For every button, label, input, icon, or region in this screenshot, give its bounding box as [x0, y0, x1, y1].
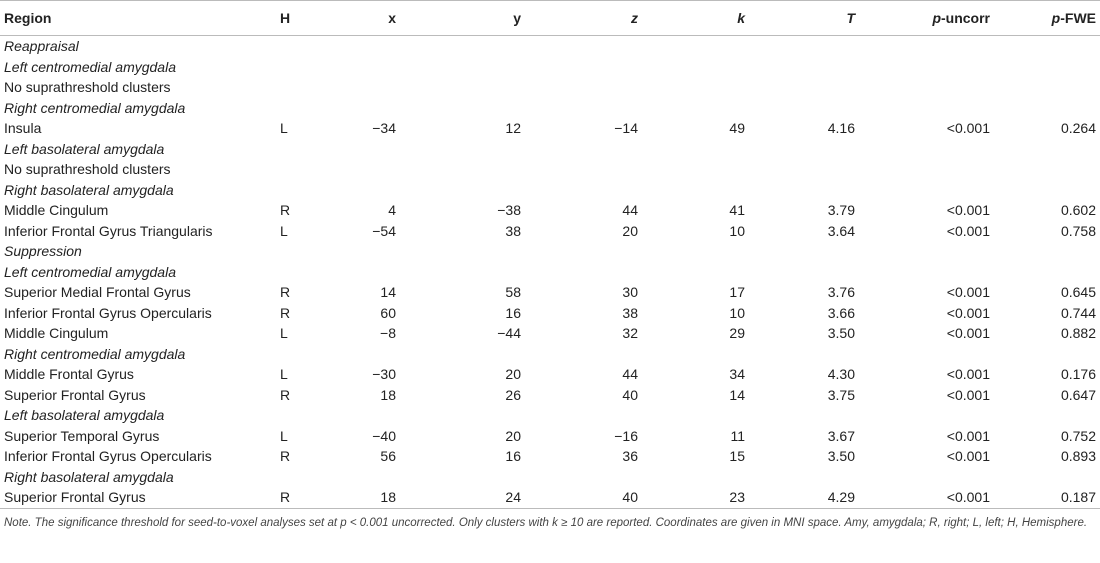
cell-p-uncorr: <0.001 [946, 427, 990, 444]
table-row [0, 200, 1100, 221]
header-k: k [642, 1, 749, 36]
section-row [0, 57, 1100, 78]
cell-t: 3.67 [827, 427, 855, 444]
cell-z: 36 [622, 448, 638, 465]
cell-region: Superior Temporal Gyrus [4, 427, 160, 444]
cell-k: 15 [729, 448, 745, 465]
cell-y: 12 [505, 120, 521, 137]
section-label: Right basolateral amygdala [4, 468, 174, 485]
cell-x: −8 [380, 325, 396, 342]
cell-k: 10 [729, 304, 745, 321]
table-body [0, 36, 1100, 509]
cell-k: 17 [729, 284, 745, 301]
cell-hemisphere: L [280, 222, 288, 239]
cell-hemisphere: R [270, 487, 320, 508]
table-row [0, 323, 1100, 344]
no-cluster-note: No suprathreshold clusters [4, 79, 171, 96]
cell-z: 40 [525, 487, 642, 508]
cell-p-fwe: 0.645 [1060, 284, 1096, 301]
header-p-fwe-symbol: p [1051, 10, 1061, 26]
header-p-uncorr-suffix: -uncorr [941, 10, 990, 26]
section-row [0, 262, 1100, 283]
header-p-fwe [994, 1, 1100, 36]
cell-k: 14 [729, 386, 745, 403]
header-p-uncorr-symbol: p [932, 10, 941, 26]
cell-p-uncorr: <0.001 [946, 202, 990, 219]
cell-hemisphere: L [280, 120, 288, 137]
cell-k: 29 [729, 325, 745, 342]
cell-z: 40 [622, 386, 638, 403]
cell-z: 44 [622, 366, 638, 383]
section-label: Right centromedial amygdala [4, 99, 186, 116]
cell-hemisphere: R [280, 448, 291, 465]
cell-hemisphere: L [280, 427, 288, 444]
cell-x: −54 [372, 222, 396, 239]
cell-hemisphere: R [280, 386, 291, 403]
cell-y: 24 [400, 487, 525, 508]
cell-p-uncorr: <0.001 [946, 222, 990, 239]
cell-t: 3.64 [827, 222, 855, 239]
header-hemisphere: H [270, 1, 320, 36]
cell-y: −44 [497, 325, 521, 342]
section-row [0, 344, 1100, 365]
cell-z: 38 [622, 304, 638, 321]
cell-x: 18 [380, 386, 396, 403]
cell-p-fwe: 0.882 [1060, 325, 1096, 342]
cell-y: 26 [505, 386, 521, 403]
cell-region: Middle Frontal Gyrus [4, 366, 134, 383]
cell-t: 4.30 [827, 366, 855, 383]
cell-p-fwe: 0.893 [1060, 448, 1096, 465]
cell-p-uncorr: <0.001 [946, 366, 990, 383]
cell-p-fwe: 0.744 [1060, 304, 1096, 321]
header-t: T [749, 1, 859, 36]
cell-x: 4 [388, 202, 396, 219]
cell-x: 18 [320, 487, 400, 508]
cell-x: −40 [372, 427, 396, 444]
section-row [0, 180, 1100, 201]
section-row [0, 467, 1100, 488]
cell-k: 49 [729, 120, 745, 137]
cell-p-fwe: 0.758 [1060, 222, 1096, 239]
cell-z: 20 [622, 222, 638, 239]
header-p-fwe-suffix: -FWE [1060, 10, 1096, 26]
header-y: y [400, 1, 525, 36]
section-row [0, 139, 1100, 160]
cell-p-fwe: 0.187 [994, 487, 1100, 508]
cell-k: 23 [642, 487, 749, 508]
cell-x: 60 [380, 304, 396, 321]
table-row [0, 426, 1100, 447]
table-row [0, 118, 1100, 139]
cell-hemisphere: R [280, 284, 291, 301]
table-footnote: Note. The significance threshold for seed-to-voxel analyses set at p < 0.001 uncorrected. Only clusters with k ≥ 10 are reported. Coordinates are given in MNI space. Amy, amygdala; R, right; L, left; H, Hemisphere. [4, 516, 1088, 529]
cell-y: 16 [505, 448, 521, 465]
cell-z: 30 [622, 284, 638, 301]
cell-x: −34 [372, 120, 396, 137]
section-label: Left basolateral amygdala [4, 407, 165, 424]
section-label: Left centromedial amygdala [4, 263, 176, 280]
cell-region: Superior Medial Frontal Gyrus [4, 284, 191, 301]
cell-hemisphere: L [280, 325, 288, 342]
note-row [0, 159, 1100, 180]
no-cluster-note: No suprathreshold clusters [4, 161, 171, 178]
cell-p-fwe: 0.602 [1060, 202, 1096, 219]
cell-x: 14 [380, 284, 396, 301]
cell-hemisphere: R [280, 304, 291, 321]
cell-region: Superior Frontal Gyrus [4, 386, 146, 403]
cell-p-uncorr: <0.001 [946, 304, 990, 321]
cell-t: 4.16 [827, 120, 855, 137]
cell-p-uncorr: <0.001 [946, 448, 990, 465]
section-label: Left centromedial amygdala [4, 58, 176, 75]
table-row [0, 303, 1100, 324]
cell-y: 20 [505, 366, 521, 383]
cell-t: 3.50 [827, 448, 855, 465]
section-label: Left basolateral amygdala [4, 140, 165, 157]
cell-y: 38 [505, 222, 521, 239]
cell-x: −30 [372, 366, 396, 383]
cell-region: Insula [4, 120, 42, 137]
cell-p-uncorr: <0.001 [946, 120, 990, 137]
cell-t: 3.66 [827, 304, 855, 321]
cell-t: 3.76 [827, 284, 855, 301]
cell-z: −14 [614, 120, 638, 137]
cell-k: 10 [729, 222, 745, 239]
cell-region: Inferior Frontal Gyrus Opercularis [4, 304, 212, 321]
cell-t: 4.29 [749, 487, 859, 508]
header-row [0, 1, 1100, 36]
section-row [0, 241, 1100, 262]
cell-region: Superior Frontal Gyrus [0, 487, 270, 508]
cell-y: −38 [497, 202, 521, 219]
header-p-uncorr [859, 1, 994, 36]
table-row [0, 385, 1100, 406]
table-row [0, 364, 1100, 385]
cell-k: 41 [729, 202, 745, 219]
section-row [0, 405, 1100, 426]
section-label: Suppression [4, 243, 82, 260]
cell-p-fwe: 0.647 [1060, 386, 1096, 403]
cell-t: 3.79 [827, 202, 855, 219]
cell-hemisphere: R [280, 202, 291, 219]
cell-k: 34 [729, 366, 745, 383]
cell-z: 32 [622, 325, 638, 342]
cell-t: 3.75 [827, 386, 855, 403]
cell-p-fwe: 0.176 [1060, 366, 1096, 383]
table-row [0, 221, 1100, 242]
cell-p-fwe: 0.264 [1060, 120, 1096, 137]
table-row [0, 487, 1100, 508]
note-row [0, 77, 1100, 98]
cell-y: 58 [505, 284, 521, 301]
header-x: x [320, 1, 400, 36]
cell-p-fwe: 0.752 [1060, 427, 1096, 444]
cell-p-uncorr: <0.001 [946, 386, 990, 403]
header-z: z [525, 1, 642, 36]
cell-region: Inferior Frontal Gyrus Opercularis [4, 448, 212, 465]
cell-region: Middle Cingulum [4, 202, 109, 219]
cell-t: 3.50 [827, 325, 855, 342]
cell-k: 11 [730, 427, 745, 444]
cell-region: Inferior Frontal Gyrus Triangularis [4, 222, 213, 239]
cell-p-uncorr: <0.001 [946, 284, 990, 301]
section-row [0, 36, 1100, 57]
cell-p-uncorr: <0.001 [859, 487, 994, 508]
section-row [0, 98, 1100, 119]
cell-hemisphere: L [280, 366, 288, 383]
cell-y: 20 [505, 427, 521, 444]
cell-y: 16 [505, 304, 521, 321]
cell-z: 44 [622, 202, 638, 219]
cell-z: −16 [614, 427, 638, 444]
table-row [0, 446, 1100, 467]
cell-region: Middle Cingulum [4, 325, 109, 342]
header-region: Region [0, 1, 270, 36]
cell-p-uncorr: <0.001 [946, 325, 990, 342]
section-label: Right basolateral amygdala [4, 181, 174, 198]
section-label: Right centromedial amygdala [4, 345, 186, 362]
section-label: Reappraisal [4, 38, 79, 55]
table-row [0, 282, 1100, 303]
cell-x: 56 [380, 448, 396, 465]
